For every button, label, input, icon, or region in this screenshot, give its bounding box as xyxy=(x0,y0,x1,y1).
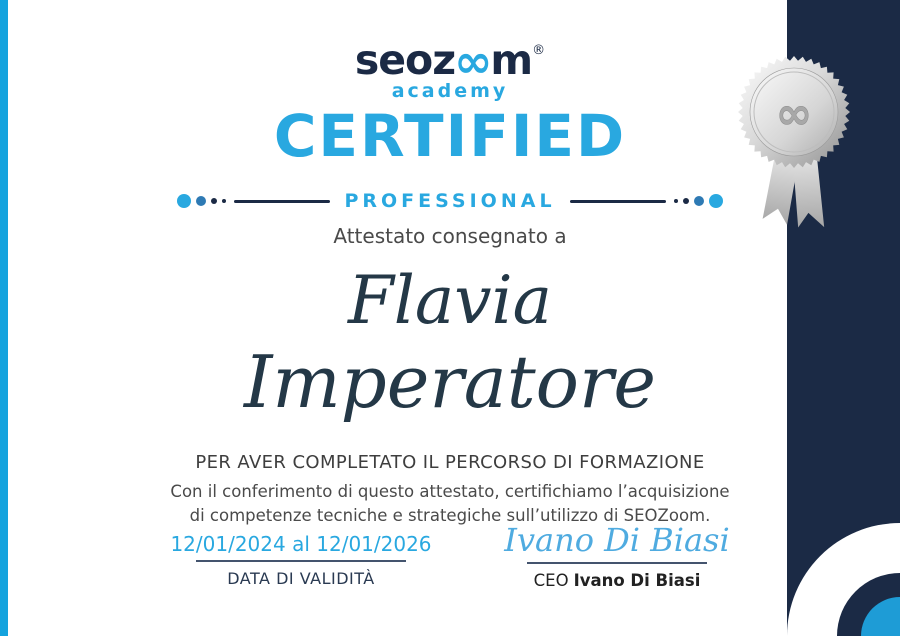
separator-dots-right xyxy=(674,194,723,208)
divider-rule-left xyxy=(234,200,330,203)
infinity-icon: ∞ xyxy=(454,34,492,88)
professional-divider-row xyxy=(0,190,900,212)
logo-academy-label: academy xyxy=(391,80,509,102)
presented-to-label: Attestato consegnato a xyxy=(333,224,567,248)
ceo-role-label: CEO xyxy=(533,571,569,590)
dot-icon xyxy=(683,198,689,204)
recipient-first-name: Flavia xyxy=(348,262,552,339)
certificate-subtitle: PROFESSIONAL xyxy=(344,190,556,212)
validity-dates: 12/01/2024 al 12/01/2026 xyxy=(170,532,432,556)
completion-heading: PER AVER COMPLETATO IL PERCORSO DI FORMAZIONE xyxy=(195,452,705,473)
logo-wordmark xyxy=(0,30,900,88)
statement-line-2: di competenze tecniche e strategiche sull’utilizzo di SEOZoom. xyxy=(189,506,711,525)
signature-underline xyxy=(527,562,707,564)
seozoom-logo xyxy=(0,30,900,102)
dot-icon xyxy=(211,198,217,204)
recipient-name xyxy=(0,262,900,424)
dot-icon xyxy=(709,194,723,208)
dot-icon xyxy=(674,199,678,203)
separator-dots-left xyxy=(177,194,226,208)
validity-label: DATA DI VALIDITÀ xyxy=(227,569,375,588)
ceo-signature: Ivano Di Biasi xyxy=(504,521,730,559)
dot-icon xyxy=(177,194,191,208)
divider-rule-right xyxy=(570,200,666,203)
ceo-name: Ivano Di Biasi xyxy=(573,571,701,590)
statement-line-1: Con il conferimento di questo attestato, certifichiamo l’acquisizione xyxy=(170,482,730,501)
certificate-title: CERTIFIED xyxy=(273,102,627,170)
recipient-last-name: Imperatore xyxy=(243,340,657,424)
validity-section xyxy=(170,532,432,588)
certification-statement xyxy=(0,480,900,528)
dot-icon xyxy=(694,196,704,206)
logo-text-prefix: seoz xyxy=(354,36,456,84)
dot-icon xyxy=(222,199,226,203)
logo-text-suffix: m xyxy=(490,36,533,84)
medal-infinity-icon: ∞ xyxy=(775,88,813,140)
signature-section xyxy=(495,522,739,590)
dot-icon xyxy=(196,196,206,206)
validity-underline xyxy=(196,560,406,562)
registered-mark: ® xyxy=(532,43,546,58)
signature-caption xyxy=(495,571,739,590)
